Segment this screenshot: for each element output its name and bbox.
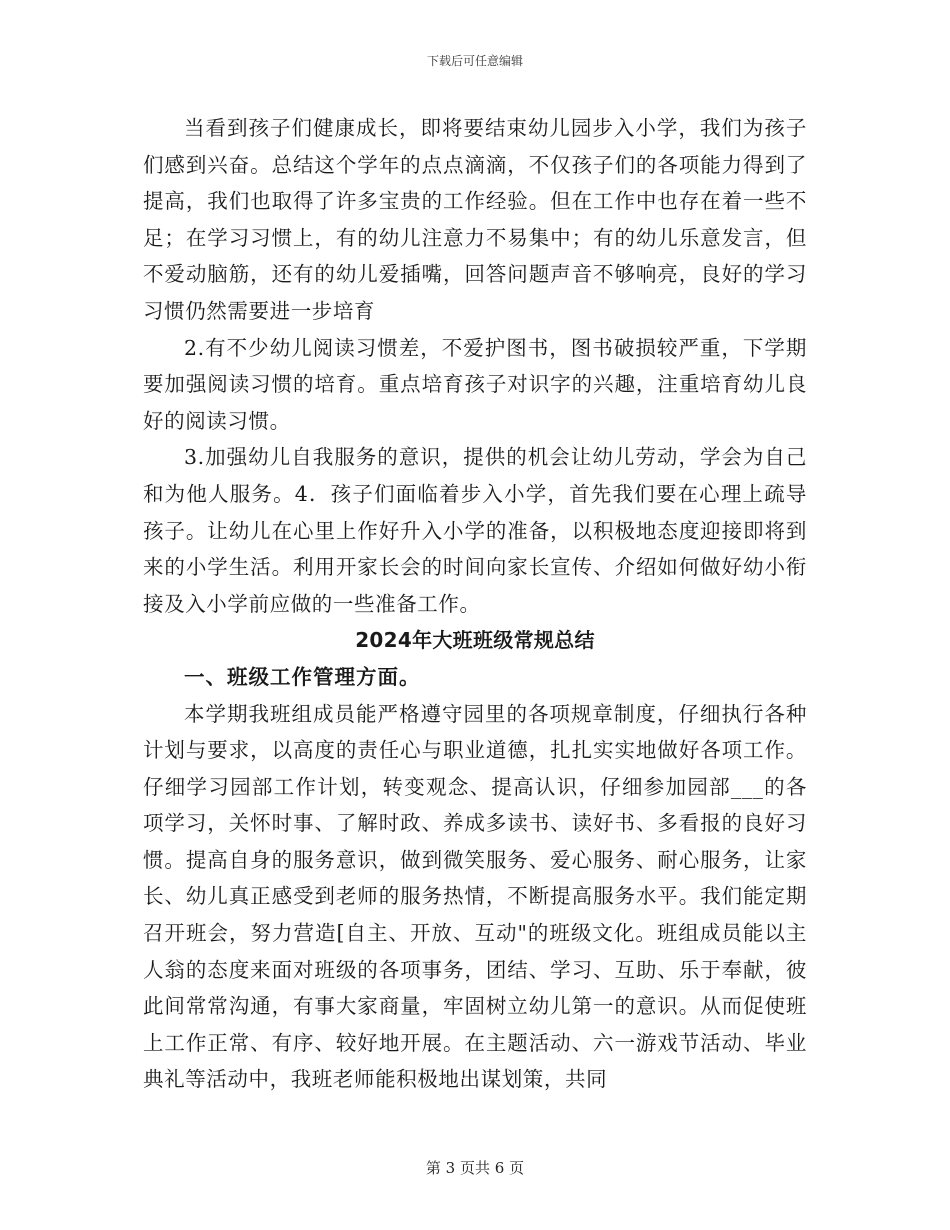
page-footer: 第 3 页共 6 页 <box>425 1159 525 1177</box>
document-body <box>143 110 807 1098</box>
paragraph-item-2: 2.有不少幼儿阅读习惯差，不爱护图书，图书破损较严重，下学期要加强阅读习惯的培育。重点培育孩子对识字的兴趣，注重培育幼儿良好的阅读习惯。 <box>143 335 807 433</box>
page-header: 下载后可任意编辑 <box>426 54 523 68</box>
paragraph-intro: 当看到孩子们健康成长，即将要结束幼儿园步入小学，我们为孩子们感到兴奋。总结这个学年的点点滴滴，不仅孩子们的各项能力得到了提高，我们也取得了许多宝贵的工作经验。但在工作中也存在着一些不足；在学习习惯上，有的幼儿注意力不易集中；有的幼儿乐意发言，但不爱动脑筋，还有的幼儿爱插嘴，回答问题声音不够响亮，良好的学习习惯仍然需要进一步培育 <box>143 116 807 323</box>
section-heading: 一、班级工作管理方面。 <box>184 664 421 689</box>
paragraph-item-3: 3.加强幼儿自我服务的意识，提供的机会让幼儿劳动，学会为自己和为他人服务。4．孩子们面临着步入小学，首先我们要在心理上疏导孩子。让幼儿在心里上作好升入小学的准备，以积极地态度迎接即将到来的小学生活。利用开家长会的时间向家长宣传、介绍如何做好幼小衔接及入小学前应做的一些准备工作。 <box>143 445 807 616</box>
section-title: 2024年大班班级常规总结 <box>355 628 595 653</box>
paragraph-class-management: 本学期我班组成员能严格遵守园里的各项规章制度，仔细执行各种计划与要求，以高度的责任心与职业道德，扎扎实实地做好各项工作。仔细学习园部工作计划，转变观念、提高认识，仔细参加园部___的各项学习，关怀时事、了解时政、养成多读书、读好书、多看报的良好习惯。提高自身的服务意识，做到微笑服务、爱心服务、耐心服务，让家长、幼儿真正感受到老师的服务热情，不断提高服务水平。我们能定期召开班会，努力营造[自主、开放、互动"的班级文化。班组成员能以主人翁的态度来面对班级的各项事务，团结、学习、互助、乐于奉献，彼此间常常沟通，有事大家商量，牢固树立幼儿第一的意识。从而促使班上工作正常、有序、较好地开展。在主题活动、六一游戏节活动、毕业典礼等活动中，我班老师能积极地出谋划策，共同 <box>143 701 807 1092</box>
